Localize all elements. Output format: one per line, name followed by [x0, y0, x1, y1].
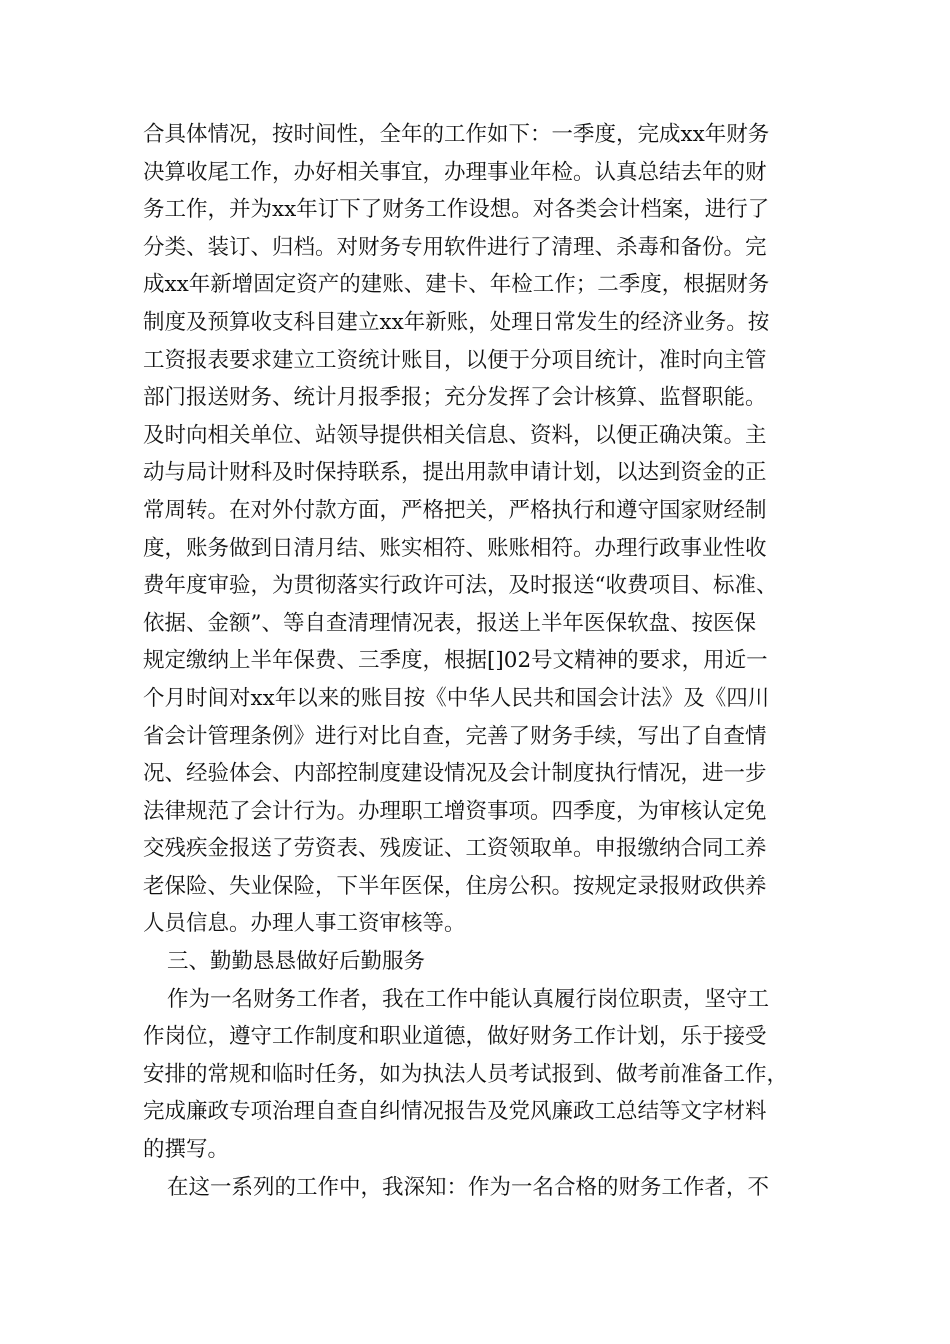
text-line: 分类、装订、归档。对财务专用软件进行了清理、杀毒和备份。完	[143, 234, 767, 260]
text-line: 度，账务做到日清月结、账实相符、账账相符。办理行政事业性收	[143, 535, 767, 561]
text-line: 费年度审验，为贯彻落实行政许可法，及时报送“收费项目、标准、	[143, 573, 778, 599]
text-line: 合具体情况，按时间性，全年的工作如下：一季度，完成xx年财务	[143, 122, 770, 147]
text-line: 个月时间对xx年以来的账目按《中华人民共和国会计法》及《四川	[143, 685, 770, 711]
text-line: 安排的常规和临时任务，如为执法人员考试报到、做考前准备工作，	[143, 1061, 789, 1087]
text-line: 务工作，并为xx年订下了财务工作设想。对各类会计档案，进行了	[143, 197, 770, 223]
text-line: 制度及预算收支科目建立xx年新账，处理日常发生的经济业务。按	[143, 309, 770, 335]
document-body	[143, 116, 815, 1206]
text-line: 三、勤勤恳恳做好后勤服务	[167, 949, 426, 975]
text-line: 成xx年新增固定资产的建账、建卡、年检工作；二季度，根据财务	[143, 272, 770, 298]
text-line: 的撰写。	[143, 1137, 230, 1163]
text-line: 工资报表要求建立工资统计账目，以便于分项目统计，准时向主管	[143, 347, 767, 373]
text-line: 部门报送财务、统计月报季报；充分发挥了会计核算、监督职能。	[143, 385, 767, 411]
text-line: 交残疾金报送了劳资表、残废证、工资领取单。申报缴纳合同工养	[143, 836, 767, 862]
text-line: 规定缴纳上半年保费、三季度，根据[]02号文精神的要求，用近一	[143, 648, 768, 674]
text-line: 人员信息。办理人事工资审核等。	[143, 911, 466, 937]
text-line: 况、经验体会、内部控制度建设情况及会计制度执行情况，进一步	[143, 761, 767, 787]
text-line: 动与局计财科及时保持联系，提出用款申请计划，以达到资金的正	[143, 460, 767, 486]
text-line: 作为一名财务工作者，我在工作中能认真履行岗位职责，坚守工	[167, 986, 770, 1012]
text-line: 决算收尾工作，办好相关事宜，办理事业年检。认真总结去年的财	[143, 159, 767, 185]
text-line: 老保险、失业保险，下半年医保，住房公积。按规定录报财政供养	[143, 873, 767, 899]
text-line: 省会计管理条例》进行对比自查，完善了财务手续，写出了自查情	[143, 723, 767, 749]
text-line: 作岗位，遵守工作制度和职业道德，做好财务工作计划，乐于接受	[143, 1024, 767, 1050]
text-line: 在这一系列的工作中，我深知：作为一名合格的财务工作者，不	[167, 1174, 770, 1200]
text-line: 常周转。在对外付款方面，严格把关，严格执行和遵守国家财经制	[143, 497, 767, 523]
text-line: 法律规范了会计行为。办理职工增资事项。四季度，为审核认定免	[143, 798, 767, 824]
text-line: 及时向相关单位、站领导提供相关信息、资料，以便正确决策。主	[143, 422, 767, 448]
text-line: 完成廉政专项治理自查自纠情况报告及党风廉政工总结等文字材料	[143, 1099, 767, 1125]
text-line: 依据、金额”、等自查清理情况表，报送上半年医保软盘、按医保	[143, 610, 756, 636]
